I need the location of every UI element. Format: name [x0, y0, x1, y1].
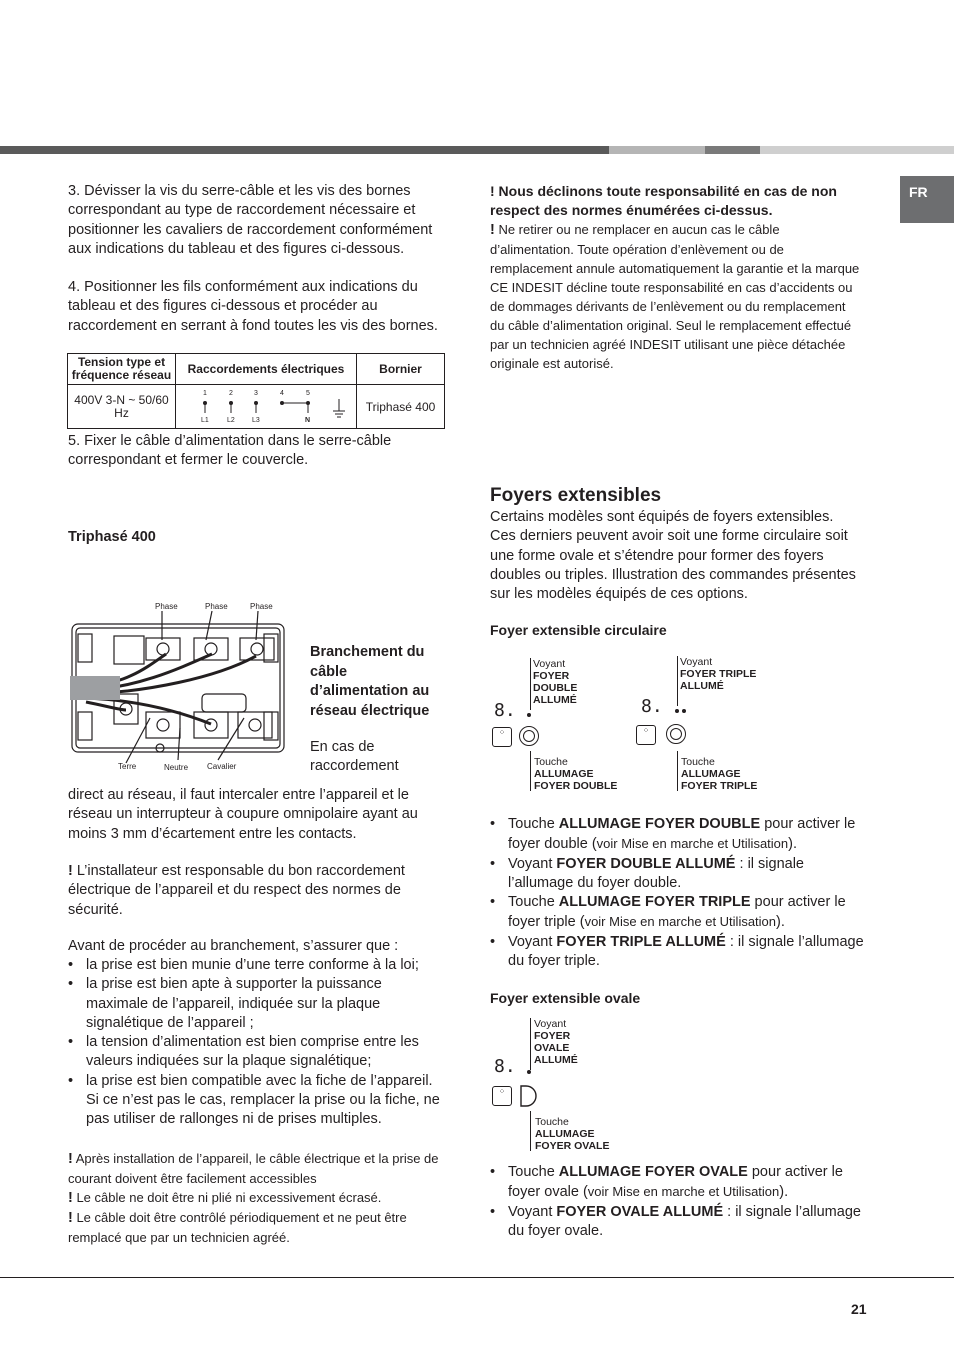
terminal-num-5: 5 — [306, 390, 310, 397]
touche-label-1: Touche — [534, 756, 568, 768]
list-item: • Voyant FOYER TRIPLE ALLUMÉ : il signale l’allumage du foyer triple. — [490, 933, 865, 972]
table-header-tension: Tension type et fréquence réseau — [68, 354, 176, 385]
list-item: • la tension d’alimentation est bien comprise entre les valeurs indiquées sur la plaque signalétique; — [68, 1033, 443, 1072]
voyant-label-3: Voyant — [534, 1018, 567, 1030]
header-bar-dark — [0, 146, 609, 154]
indicator-dot-3 — [682, 709, 686, 713]
table-header-bornier: Bornier — [357, 354, 445, 385]
list-item: • Voyant FOYER DOUBLE ALLUMÉ : il signale l’allumage du foyer double. — [490, 855, 865, 894]
cable-sheath — [70, 676, 120, 700]
branchement-title: Branchement du câble d’alimentation au réseau électrique — [310, 644, 430, 719]
warning-mark: ! — [68, 863, 73, 879]
warning-mark: ! — [68, 1190, 73, 1206]
list-item: • la prise est bien apte à supporter la puissance maximale de l’appareil, indiquée sur la plaque signalétique de l’appareil ; — [68, 975, 443, 1033]
warning-mark: ! — [490, 222, 495, 238]
indicator-dot-1 — [527, 713, 531, 717]
circular-bullets — [490, 815, 865, 971]
branchement-p1a: En cas de raccordement — [310, 739, 399, 775]
terminal-num-4: 4 — [280, 390, 284, 397]
ground-icon — [333, 399, 345, 417]
cable-warning-3 — [68, 1208, 443, 1247]
oval-title: Foyer extensible ovale — [490, 990, 641, 1006]
responsibility-warning — [490, 182, 860, 220]
installer-text: L’installateur est responsable du bon raccordement électrique de l’appareil et du respect des normes de sécurité. — [68, 863, 405, 918]
header-bar-light — [609, 146, 705, 154]
list-item: • la prise est bien munie d’une terre conforme à la loi; — [68, 956, 443, 975]
touch-oval-button[interactable] — [518, 1084, 542, 1108]
digit-display-2: 8. — [641, 696, 663, 717]
voyant-triple-label: FOYER TRIPLE ALLUMÉ — [680, 668, 757, 692]
header-bar-light-2 — [760, 146, 954, 154]
terminal-label-l3: L3 — [252, 417, 260, 424]
table-cell-bornier: Triphasé 400 — [357, 385, 445, 429]
indicator-dot-2 — [675, 709, 679, 713]
triphase-title: Triphasé 400 — [68, 529, 156, 545]
cable-warning-3-text: Le câble doit être contrôlé périodiquement et ne peut être remplacé que par un technicien agréé. — [68, 1210, 407, 1245]
label-neutre: Neutre — [164, 763, 189, 772]
circular-title: Foyer extensible circulaire — [490, 622, 667, 638]
terminal-label-n: N — [305, 417, 311, 424]
digit-display-1: 8. — [494, 700, 516, 721]
terminal-num-2: 2 — [229, 390, 233, 397]
cable-warning-1-text: Après installation de l’appareil, le câble électrique et la prise de courant doivent être facilement accessibles — [68, 1151, 439, 1186]
cable-removal-text: Ne retirer ou ne remplacer en aucun cas le câble d’alimentation. Toute opération d’enlèvement ou de remplacement annule automatiquement la garantie et la marque CE INDESIT décline toute responsabilité en cas d’accidents ou de dommages dérivants de l’enlèvement ou du remplacement du câble d’alimentation original. Seul le remplacement effectué par un technicien agréé INDESIT utilisant une pièce détachée originale est autorisé. — [490, 222, 860, 371]
touch-triple-button[interactable] — [666, 724, 686, 744]
circular-figure — [490, 654, 870, 794]
keypad-icon-3: ⁘ — [492, 1086, 512, 1106]
list-item: • Voyant FOYER OVALE ALLUMÉ : il signale l’allumage du foyer ovale. — [490, 1203, 865, 1242]
label-terre: Terre — [118, 762, 137, 771]
touche-double-label: ALLUMAGE FOYER DOUBLE — [534, 768, 618, 792]
touche-label-3: Touche — [535, 1116, 569, 1128]
list-item: • la prise est bien compatible avec la fiche de l’appareil. Si ce n’est pas le cas, remplacer la prise ou la fiche, ne pas utiliser de rallonges ni de prises multiples. — [68, 1072, 443, 1130]
touch-double-button[interactable] — [519, 726, 539, 746]
cable-warning-2-text: Le câble ne doit être ni plié ni excessivement écrasé. — [72, 1190, 382, 1205]
table-cell-tension: 400V 3-N ~ 50/60 Hz — [68, 385, 176, 429]
oval-figure — [490, 1014, 690, 1156]
header-bar-mid — [705, 146, 760, 154]
table-header-raccordements: Raccordements électriques — [176, 354, 357, 385]
terminal-num-3: 3 — [254, 390, 258, 397]
list-item: • Touche ALLUMAGE FOYER TRIPLE pour activer le foyer triple (voir Mise en marche et Utilisation). — [490, 893, 865, 933]
page-number: 21 — [851, 1301, 867, 1317]
touche-triple-label: ALLUMAGE FOYER TRIPLE — [681, 768, 758, 792]
label-cavalier: Cavalier — [207, 762, 237, 771]
digit-display-3: 8. — [494, 1056, 516, 1077]
terminal-label-l2: L2 — [227, 417, 235, 424]
table-cell-diagram — [176, 385, 357, 429]
terminal-label-l1: L1 — [201, 417, 209, 424]
step-4: 4. Positionner les fils conformément aux indications du tableau et des figures ci-dessous et procéder au raccordement en serrant à fond toutes les vis des bornes. — [68, 279, 438, 334]
warning-mark: ! — [68, 1151, 73, 1167]
cable-warning-2 — [68, 1188, 443, 1208]
checklist — [68, 956, 443, 1130]
avant-text: Avant de procéder au branchement, s’assurer que : — [68, 938, 399, 954]
header-bar — [0, 146, 954, 154]
cable-warning-1 — [68, 1149, 443, 1188]
installer-warning — [68, 862, 443, 920]
cable-removal-warning — [490, 220, 860, 373]
label-phase-3: Phase — [250, 602, 273, 611]
terminal-diagram — [181, 385, 351, 425]
warning-mark: ! — [68, 1210, 73, 1226]
touche-label-2: Touche — [681, 756, 715, 768]
keypad-icon-2: ⁘ — [636, 725, 656, 745]
terminal-num-1: 1 — [203, 390, 207, 397]
section-intro: Certains modèles sont équipés de foyers extensibles. Ces derniers peuvent avoir soit une forme circulaire soit une forme ovale et s’étendre pour former des foyers doubles ou triples. Illustration des commandes présentes sur les modèles équipés de ces options. — [490, 509, 856, 603]
language-tab — [900, 176, 954, 223]
label-phase-2: Phase — [205, 602, 228, 611]
voyant-ovale-label: FOYER OVALE ALLUMÉ — [534, 1030, 578, 1066]
list-item: • Touche ALLUMAGE FOYER OVALE pour activer le foyer ovale (voir Mise en marche et Utilisation). — [490, 1163, 865, 1203]
cable-warnings — [68, 1149, 443, 1247]
list-item: • Touche ALLUMAGE FOYER DOUBLE pour activer le foyer double (voir Mise en marche et Utilisation). — [490, 815, 865, 855]
keypad-icon-1: ⁘ — [492, 727, 512, 747]
footer-rule — [0, 1277, 954, 1278]
voyant-label-1: Voyant — [533, 658, 566, 670]
connection-table — [67, 353, 445, 429]
warning-mark: ! — [490, 183, 495, 199]
wiring-figure — [66, 598, 296, 776]
oval-bullets — [490, 1163, 865, 1241]
step-5: 5. Fixer le câble d’alimentation dans le serre-câble correspondant et fermer le couvercle. — [68, 433, 392, 469]
indicator-dot-4 — [527, 1070, 531, 1074]
touche-ovale-label: ALLUMAGE FOYER OVALE — [535, 1128, 610, 1152]
responsibility-bold: Nous déclinons toute responsabilité en cas de non respect des normes énumérées ci-dessus. — [490, 183, 837, 218]
language-tab-label: FR — [909, 184, 928, 200]
branchement-p1b: direct au réseau, il faut intercaler entre l’appareil et le réseau un interrupteur à coupure omnipolaire ayant au moins 3 mm d’écartement entre les contacts. — [68, 787, 418, 842]
section-title: Foyers extensibles — [490, 485, 662, 506]
label-phase-1: Phase — [155, 602, 178, 611]
voyant-double-label: FOYER DOUBLE ALLUMÉ — [533, 670, 578, 706]
voyant-label-2: Voyant — [680, 656, 713, 668]
step-3: 3. Dévisser la vis du serre-câble et les vis des bornes correspondant au type de raccordement nécessaire et positionner les cavaliers de raccordement conformément aux indications du tableau et des figures ci-dessous. — [68, 183, 433, 257]
